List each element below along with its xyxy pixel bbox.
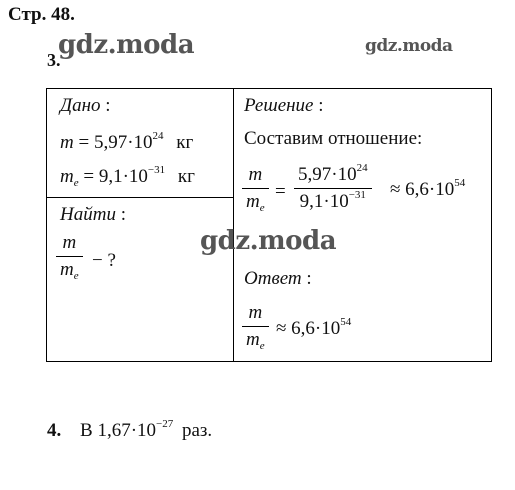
solution-label: Решение : [244,95,324,116]
solution-intro: Составим отношение: [244,128,423,149]
given-mass-electron: $m_e = 9,1\cdot 10^{-31}$ кг [60,164,195,189]
table-divider-horizontal [46,197,234,198]
given-mass-earth: $m = 5,97\cdot 10^{24}$ кг [60,130,194,153]
solution-equals: = [275,181,286,202]
task-number-3: 3. [47,50,61,70]
watermark: gdz.moda [200,226,337,256]
answer-label: Ответ : [244,268,312,289]
solution-ratio-fraction: m $m_e$ [242,164,269,213]
watermark: gdz.moda [58,30,195,60]
table-divider-vertical [233,88,234,362]
given-label: Дано : [60,95,111,116]
page-heading: Стр. 48. [8,4,75,25]
solution-result: ≈ $6,6\cdot 10^{54}$ [390,177,466,200]
answer-fraction: m $m_e$ [242,302,269,351]
watermark: gdz.moda [365,36,453,56]
solution-value-fraction: $5,97\cdot 10^{24}$ $9,1\cdot 10^{-31}$ [294,164,372,213]
find-question: − ? [92,250,116,271]
answer-result: ≈ $6,6\cdot 10^{54}$ [276,316,352,339]
task-4-answer: 4. В $1,67\cdot 10^{-27}$ раз. [47,418,213,441]
find-fraction: m $m_e$ [56,232,83,281]
task-number-4: 4. [47,420,62,441]
find-label: Найти : [60,204,126,225]
